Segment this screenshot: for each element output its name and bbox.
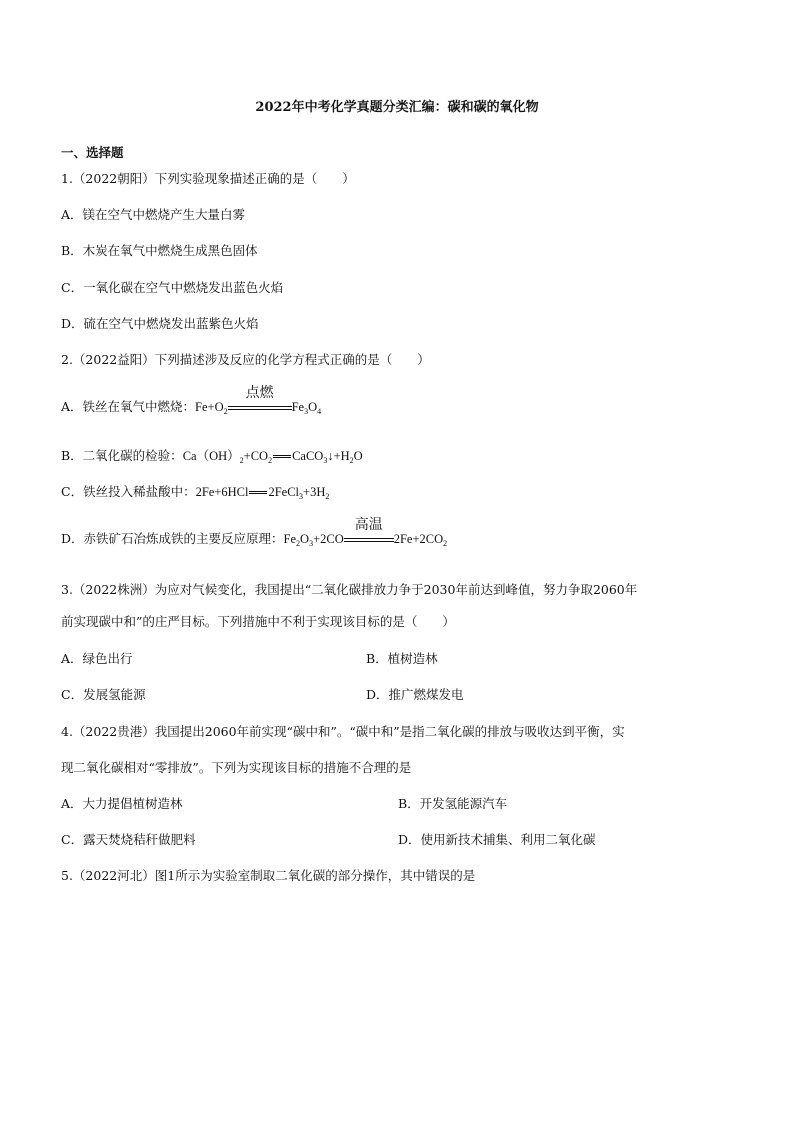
option-c-text: C．铁丝投入稀盐酸中： — [61, 484, 196, 499]
option-a-reactants: Fe+O — [195, 400, 224, 414]
question-3-option-c: C．发展氢能源 — [61, 687, 146, 702]
question-1-option-b: B．木炭在氧气中燃烧生成黑色固体 — [61, 243, 258, 258]
option-a-product-o: O — [308, 400, 318, 414]
question-5-stem: 5.（2022河北）图1所示为实验室制取二氧化碳的部分操作，其中错误的是 — [61, 868, 476, 883]
reaction-condition — [228, 385, 292, 415]
equals-sign — [249, 491, 267, 494]
option-b-formula: Ca（OH） — [182, 449, 240, 463]
subscript: 2 — [239, 456, 244, 465]
question-1-option-c: C．一氧化碳在空气中燃烧发出蓝色火焰 — [61, 280, 284, 295]
reaction-arrow — [344, 538, 394, 542]
option-d-fe: Fe — [283, 532, 297, 546]
option-a-product: Fe — [291, 400, 305, 414]
subscript: 2 — [223, 407, 228, 416]
question-1-option-d: D．硫在空气中燃烧发出蓝紫色火焰 — [61, 316, 259, 331]
subscript: 2 — [296, 539, 301, 548]
question-3-stem-line-1: 3.（2022株洲）为应对气候变化，我国提出“二氧化碳排放力争于2030年前达到峰值，努力争取2060年 — [61, 582, 638, 597]
question-1-stem: 1.（2022朝阳）下列实验现象描述正确的是（ ） — [61, 171, 355, 186]
option-b-product: CaCO — [292, 449, 324, 463]
option-d-product: 2Fe+2CO — [393, 532, 444, 546]
question-3-option-a: A．绿色出行 — [61, 651, 133, 666]
question-2-option-b — [61, 448, 363, 464]
question-4-option-d: D．使用新技术捕集、利用二氧化碳 — [398, 832, 596, 847]
reaction-arrow — [228, 406, 292, 410]
condition-label: 高温 — [354, 517, 383, 533]
option-d-o: O — [300, 532, 310, 546]
subscript: 2 — [268, 456, 273, 465]
question-1-option-a: A．镁在空气中燃烧产生大量白雾 — [61, 207, 246, 222]
option-d-text: D．赤铁矿石冶炼成铁的主要反应原理： — [61, 531, 284, 546]
subscript: 3 — [299, 492, 304, 501]
option-c-tail: +3H — [303, 485, 326, 499]
question-4-stem-line-2: 现二氧化碳相对“零排放”。下列为实现该目标的措施不合理的是 — [61, 760, 412, 775]
question-4-option-b: B．开发氢能源汽车 — [398, 796, 508, 811]
subscript: 3 — [309, 539, 314, 548]
question-4-option-a: A．大力提倡植树造林 — [61, 796, 183, 811]
question-2-option-d — [61, 517, 448, 548]
option-b-tail: ↓+H — [327, 449, 350, 463]
question-3-stem-line-2: 前实现碳中和”的庄严目标。下列措施中不利于实现该目标的是（ ） — [61, 614, 455, 629]
option-d-co: +2CO — [313, 532, 344, 546]
option-a-text: A．铁丝在氧气中燃烧： — [61, 399, 196, 414]
subscript: 3 — [304, 407, 309, 416]
option-c-product: 2FeCl — [268, 485, 300, 499]
question-4-stem-line-1: 4.（2022贵港）我国提出2060年前实现“碳中和”。“碳中和”是指二氧化碳的排放与吸收达到平衡，实 — [61, 724, 625, 739]
option-b-end: O — [353, 449, 363, 463]
subscript: 2 — [443, 539, 448, 548]
section-heading: 一、选择题 — [61, 145, 124, 160]
option-c-reactants: 2Fe+6HCl — [195, 485, 249, 499]
question-3-option-d: D．推广燃煤发电 — [366, 687, 464, 702]
option-b-text: B．二氧化碳的检验： — [61, 448, 183, 463]
question-2-stem: 2.（2022益阳）下列描述涉及反应的化学方程式正确的是（ ） — [61, 352, 430, 367]
subscript: 2 — [349, 456, 354, 465]
equals-sign — [273, 455, 291, 458]
page-title: 2022年中考化学真题分类汇编：碳和碳的氧化物 — [255, 100, 539, 115]
question-2-option-c — [61, 484, 329, 500]
subscript: 3 — [323, 456, 328, 465]
question-4-option-c: C．露天焚烧秸秆做肥料 — [61, 832, 196, 847]
reaction-condition — [344, 517, 394, 547]
subscript: 4 — [317, 407, 322, 416]
subscript: 2 — [325, 492, 330, 501]
question-3-option-b: B．植树造林 — [366, 651, 438, 666]
condition-label: 点燃 — [245, 385, 274, 401]
option-b-co2: +CO — [243, 449, 269, 463]
question-2-option-a — [61, 385, 322, 416]
